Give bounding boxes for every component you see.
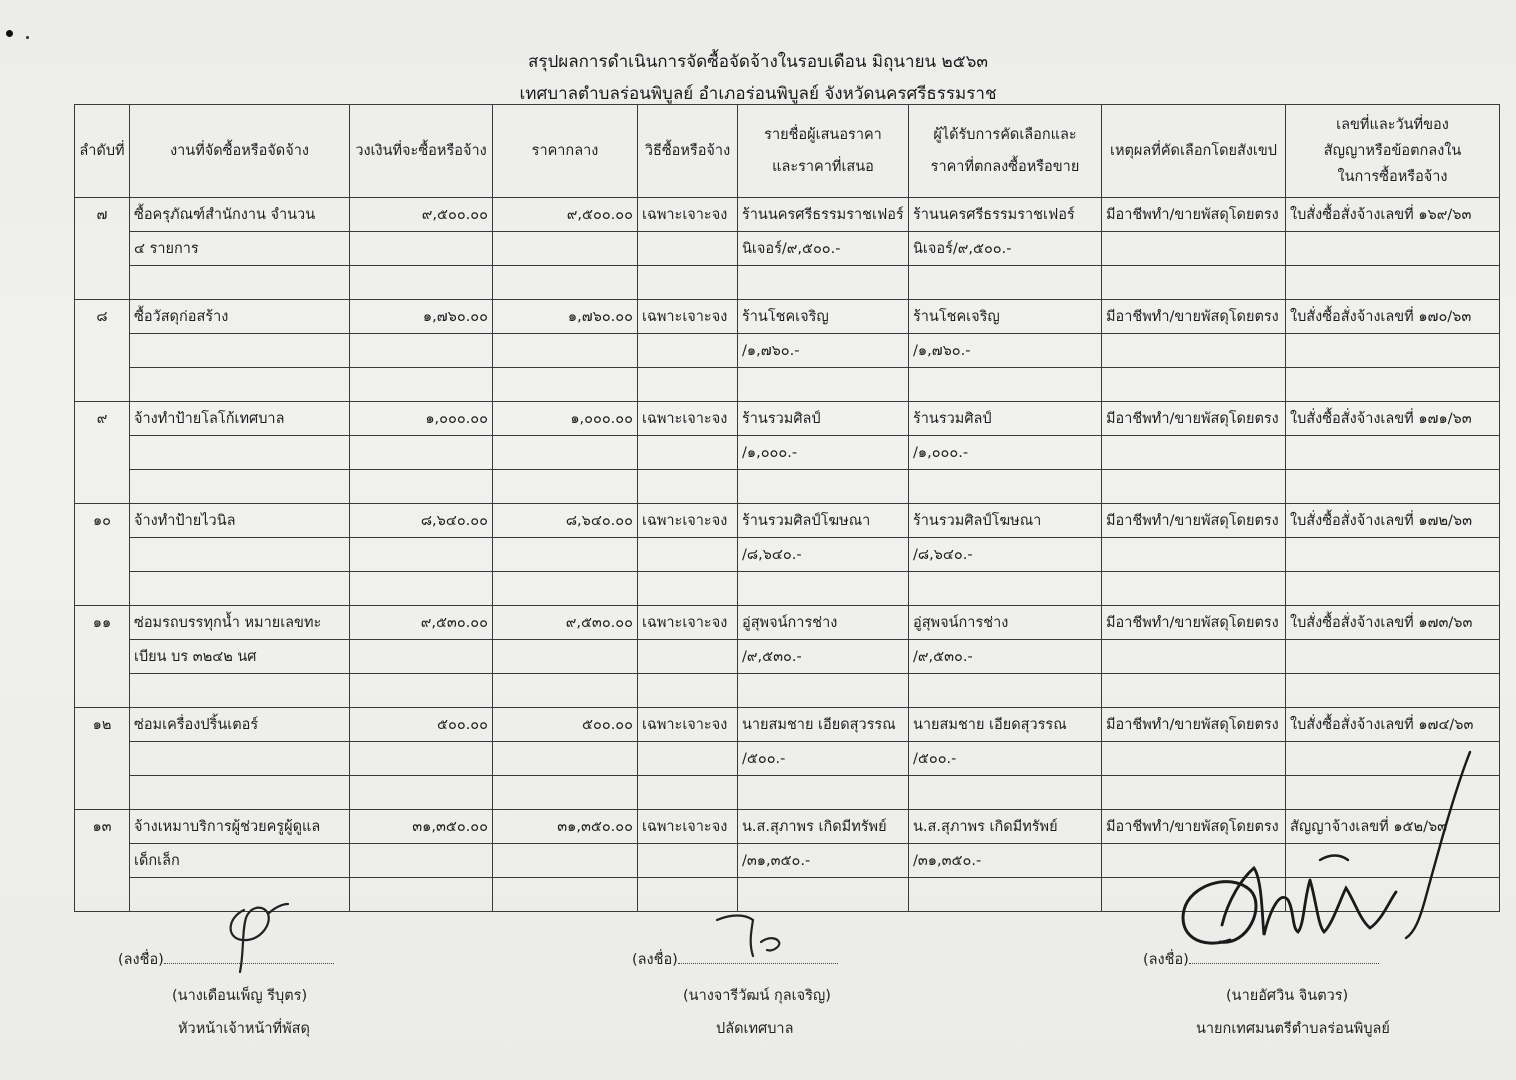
cell-method: เฉพาะเจาะจง bbox=[638, 504, 738, 538]
cell-bidder: นายสมชาย เอียดสุวรรณ bbox=[738, 708, 909, 742]
cell-no bbox=[75, 674, 130, 708]
cell-bidder: /๕๐๐.- bbox=[738, 742, 909, 776]
table-row bbox=[75, 300, 1500, 334]
cell-bidder: ร้านนครศรีธรรมราชเฟอร์ bbox=[738, 198, 909, 232]
cell-reason bbox=[1102, 538, 1286, 572]
cell-winner: ร้านโชคเจริญ bbox=[909, 300, 1102, 334]
cell-budget bbox=[350, 232, 493, 266]
cell-budget: ๙,๕๓๐.๐๐ bbox=[350, 606, 493, 640]
cell-no bbox=[75, 334, 130, 368]
signature-line-2: (ลงชื่อ) bbox=[632, 948, 838, 971]
cell-item: จ้างทำป้ายไวนิล bbox=[130, 504, 350, 538]
cell-bidder bbox=[738, 470, 909, 504]
cell-item bbox=[130, 742, 350, 776]
cell-budget bbox=[350, 878, 493, 912]
cell-no bbox=[75, 878, 130, 912]
cell-median bbox=[493, 334, 638, 368]
signer-name-1: (นางเดือนเพ็ญ รีบุตร) bbox=[172, 988, 308, 1004]
cell-method bbox=[638, 674, 738, 708]
cell-item: เบียน บร ๓๒๔๒ นศ bbox=[130, 640, 350, 674]
cell-item: จ้างเหมาบริการผู้ช่วยครูผู้ดูแล bbox=[130, 810, 350, 844]
table-subrow bbox=[75, 470, 1500, 504]
cell-reason: มีอาชีพทำ/ขายพัสดุโดยตรง bbox=[1102, 198, 1286, 232]
cell-median: ๓๑,๓๕๐.๐๐ bbox=[493, 810, 638, 844]
cell-bidder: /๓๑,๓๕๐.- bbox=[738, 844, 909, 878]
cell-item bbox=[130, 572, 350, 606]
cell-no bbox=[75, 266, 130, 300]
cell-method: เฉพาะเจาะจง bbox=[638, 300, 738, 334]
table-subrow bbox=[75, 640, 1500, 674]
cell-contract bbox=[1286, 572, 1500, 606]
cell-item bbox=[130, 470, 350, 504]
cell-no: ๗ bbox=[75, 198, 130, 232]
signer-position-3: นายกเทศมนตรีตำบลร่อนพิบูลย์ bbox=[1196, 1021, 1390, 1037]
cell-method bbox=[638, 266, 738, 300]
cell-reason: มีอาชีพทำ/ขายพัสดุโดยตรง bbox=[1102, 300, 1286, 334]
table-row bbox=[75, 606, 1500, 640]
handwritten-signature-2 bbox=[715, 912, 785, 960]
signer-position-2: ปลัดเทศบาล bbox=[716, 1021, 794, 1037]
cell-median bbox=[493, 674, 638, 708]
table-subrow bbox=[75, 538, 1500, 572]
table-subrow bbox=[75, 266, 1500, 300]
cell-reason: มีอาชีพทำ/ขายพัสดุโดยตรง bbox=[1102, 402, 1286, 436]
cell-bidder: /๘,๖๔๐.- bbox=[738, 538, 909, 572]
cell-bidder: น.ส.สุภาพร เกิดมีทรัพย์ bbox=[738, 810, 909, 844]
cell-no bbox=[75, 640, 130, 674]
cell-contract bbox=[1286, 368, 1500, 402]
cell-winner: ร้านนครศรีธรรมราชเฟอร์ bbox=[909, 198, 1102, 232]
cell-no bbox=[75, 776, 130, 810]
cell-no bbox=[75, 368, 130, 402]
cell-no: ๑๐ bbox=[75, 504, 130, 538]
signature-line-1: (ลงชื่อ) bbox=[118, 948, 334, 971]
cell-reason bbox=[1102, 640, 1286, 674]
cell-winner: /๕๐๐.- bbox=[909, 742, 1102, 776]
header-bidders: รายชื่อผู้เสนอราคา และราคาที่เสนอ bbox=[738, 105, 909, 198]
header-item: งานที่จัดซื้อหรือจัดจ้าง bbox=[130, 105, 350, 198]
cell-reason bbox=[1102, 334, 1286, 368]
cell-reason bbox=[1102, 470, 1286, 504]
cell-item: ซื้อครุภัณฑ์สำนักงาน จำนวน bbox=[130, 198, 350, 232]
cell-winner: /๓๑,๓๕๐.- bbox=[909, 844, 1102, 878]
cell-winner: น.ส.สุภาพร เกิดมีทรัพย์ bbox=[909, 810, 1102, 844]
table-row bbox=[75, 198, 1500, 232]
cell-reason: มีอาชีพทำ/ขายพัสดุโดยตรง bbox=[1102, 810, 1286, 844]
cell-budget bbox=[350, 640, 493, 674]
header-contract: เลขที่และวันที่ของ สัญญาหรือข้อตกลงใน ในการซื้อหรือจ้าง bbox=[1286, 105, 1500, 198]
header-winner: ผู้ได้รับการคัดเลือกและ ราคาที่ตกลงซื้อหรือขาย bbox=[909, 105, 1102, 198]
cell-budget bbox=[350, 470, 493, 504]
cell-bidder bbox=[738, 878, 909, 912]
header-method: วิธีซื้อหรือจ้าง bbox=[638, 105, 738, 198]
signer-name-2: (นางจารีวัฒน์ กุลเจริญ) bbox=[683, 988, 831, 1004]
cell-reason bbox=[1102, 572, 1286, 606]
cell-bidder: ร้านรวมศิลป์ bbox=[738, 402, 909, 436]
cell-contract bbox=[1286, 334, 1500, 368]
table-subrow bbox=[75, 436, 1500, 470]
cell-budget bbox=[350, 742, 493, 776]
cell-contract bbox=[1286, 266, 1500, 300]
cell-median bbox=[493, 436, 638, 470]
cell-winner: /๑,๐๐๐.- bbox=[909, 436, 1102, 470]
cell-reason: มีอาชีพทำ/ขายพัสดุโดยตรง bbox=[1102, 504, 1286, 538]
cell-winner bbox=[909, 776, 1102, 810]
cell-method bbox=[638, 572, 738, 606]
cell-method bbox=[638, 232, 738, 266]
cell-bidder bbox=[738, 674, 909, 708]
cell-reason bbox=[1102, 266, 1286, 300]
cell-no bbox=[75, 572, 130, 606]
cell-method: เฉพาะเจาะจง bbox=[638, 198, 738, 232]
cell-bidder bbox=[738, 776, 909, 810]
cell-contract: ใบสั่งซื้อสั่งจ้างเลขที่ ๑๖๙/๖๓ bbox=[1286, 198, 1500, 232]
cell-winner: /๘,๖๔๐.- bbox=[909, 538, 1102, 572]
cell-contract: ใบสั่งซื้อสั่งจ้างเลขที่ ๑๗๐/๖๓ bbox=[1286, 300, 1500, 334]
cell-method bbox=[638, 334, 738, 368]
cell-bidder bbox=[738, 572, 909, 606]
cell-median: ๘,๖๔๐.๐๐ bbox=[493, 504, 638, 538]
cell-item: ซ่อมเครื่องปริ้นเตอร์ bbox=[130, 708, 350, 742]
cell-item: จ้างทำป้ายโลโก้เทศบาล bbox=[130, 402, 350, 436]
cell-bidder: ร้านโชคเจริญ bbox=[738, 300, 909, 334]
handwritten-signature-3 bbox=[1170, 750, 1490, 965]
cell-median bbox=[493, 640, 638, 674]
cell-winner: ร้านรวมศิลป์โฆษณา bbox=[909, 504, 1102, 538]
handwritten-signature-1 bbox=[222, 900, 292, 975]
cell-budget: ๑,๐๐๐.๐๐ bbox=[350, 402, 493, 436]
cell-bidder: /๑,๗๖๐.- bbox=[738, 334, 909, 368]
cell-method bbox=[638, 776, 738, 810]
cell-winner: ร้านรวมศิลป์ bbox=[909, 402, 1102, 436]
cell-item: ซื้อวัสดุก่อสร้าง bbox=[130, 300, 350, 334]
cell-median: ๙,๕๐๐.๐๐ bbox=[493, 198, 638, 232]
document-subtitle: เทศบาลตำบลร่อนพิบูลย์ อำเภอร่อนพิบูลย์ จังหวัดนครศรีธรรมราช bbox=[519, 84, 997, 104]
cell-winner bbox=[909, 674, 1102, 708]
cell-bidder bbox=[738, 368, 909, 402]
cell-item bbox=[130, 266, 350, 300]
table-subrow bbox=[75, 674, 1500, 708]
signature-line-3: (ลงชื่อ) bbox=[1143, 948, 1379, 971]
table-header bbox=[75, 105, 1500, 198]
cell-no bbox=[75, 470, 130, 504]
cell-item bbox=[130, 538, 350, 572]
cell-winner bbox=[909, 266, 1102, 300]
cell-median bbox=[493, 776, 638, 810]
cell-reason bbox=[1102, 232, 1286, 266]
cell-no bbox=[75, 742, 130, 776]
cell-budget: ๑,๗๖๐.๐๐ bbox=[350, 300, 493, 334]
cell-budget bbox=[350, 776, 493, 810]
cell-method: เฉพาะเจาะจง bbox=[638, 708, 738, 742]
signer-name-3: (นายอัศวิน จินตวร) bbox=[1226, 988, 1349, 1004]
cell-median bbox=[493, 844, 638, 878]
cell-method: เฉพาะเจาะจง bbox=[638, 402, 738, 436]
header-median-price: ราคากลาง bbox=[493, 105, 638, 198]
cell-contract: ใบสั่งซื้อสั่งจ้างเลขที่ ๑๗๓/๖๓ bbox=[1286, 606, 1500, 640]
cell-no: ๑๑ bbox=[75, 606, 130, 640]
cell-budget bbox=[350, 674, 493, 708]
cell-winner: นิเจอร์/๙,๕๐๐.- bbox=[909, 232, 1102, 266]
cell-method bbox=[638, 368, 738, 402]
cell-budget bbox=[350, 334, 493, 368]
cell-median: ๕๐๐.๐๐ bbox=[493, 708, 638, 742]
table-row bbox=[75, 402, 1500, 436]
header-no: ลำดับที่ bbox=[75, 105, 130, 198]
cell-contract: ใบสั่งซื้อสั่งจ้างเลขที่ ๑๗๒/๖๓ bbox=[1286, 504, 1500, 538]
cell-median: ๙,๕๓๐.๐๐ bbox=[493, 606, 638, 640]
cell-method bbox=[638, 640, 738, 674]
cell-median: ๑,๐๐๐.๐๐ bbox=[493, 402, 638, 436]
cell-budget bbox=[350, 368, 493, 402]
cell-budget: ๙,๕๐๐.๐๐ bbox=[350, 198, 493, 232]
cell-method bbox=[638, 742, 738, 776]
table-subrow bbox=[75, 572, 1500, 606]
cell-item: ๔ รายการ bbox=[130, 232, 350, 266]
cell-method bbox=[638, 844, 738, 878]
cell-median bbox=[493, 878, 638, 912]
cell-budget: ๓๑,๓๕๐.๐๐ bbox=[350, 810, 493, 844]
cell-bidder: ร้านรวมศิลป์โฆษณา bbox=[738, 504, 909, 538]
cell-item bbox=[130, 674, 350, 708]
cell-method bbox=[638, 878, 738, 912]
cell-contract bbox=[1286, 470, 1500, 504]
cell-budget bbox=[350, 436, 493, 470]
cell-budget: ๘,๖๔๐.๐๐ bbox=[350, 504, 493, 538]
cell-bidder bbox=[738, 266, 909, 300]
cell-no: ๘ bbox=[75, 300, 130, 334]
cell-winner: อู่สุพจน์การช่าง bbox=[909, 606, 1102, 640]
cell-contract bbox=[1286, 640, 1500, 674]
cell-method: เฉพาะเจาะจง bbox=[638, 810, 738, 844]
cell-item bbox=[130, 368, 350, 402]
header-budget: วงเงินที่จะซื้อหรือจ้าง bbox=[350, 105, 493, 198]
cell-median bbox=[493, 572, 638, 606]
document-title: สรุปผลการดำเนินการจัดซื้อจัดจ้างในรอบเดือน มิถุนายน ๒๕๖๓ bbox=[527, 52, 989, 72]
cell-method bbox=[638, 436, 738, 470]
cell-median: ๑,๗๖๐.๐๐ bbox=[493, 300, 638, 334]
cell-contract: ใบสั่งซื้อสั่งจ้างเลขที่ ๑๗๔/๖๓ bbox=[1286, 708, 1500, 742]
cell-bidder: อู่สุพจน์การช่าง bbox=[738, 606, 909, 640]
table-subrow bbox=[75, 232, 1500, 266]
cell-reason: มีอาชีพทำ/ขายพัสดุโดยตรง bbox=[1102, 708, 1286, 742]
cell-no: ๙ bbox=[75, 402, 130, 436]
cell-reason bbox=[1102, 368, 1286, 402]
cell-bidder: /๙,๕๓๐.- bbox=[738, 640, 909, 674]
cell-winner: นายสมชาย เอียดสุวรรณ bbox=[909, 708, 1102, 742]
cell-bidder: /๑,๐๐๐.- bbox=[738, 436, 909, 470]
ink-mark bbox=[26, 36, 29, 39]
cell-item bbox=[130, 436, 350, 470]
cell-contract bbox=[1286, 538, 1500, 572]
cell-median bbox=[493, 470, 638, 504]
cell-method bbox=[638, 470, 738, 504]
cell-median bbox=[493, 368, 638, 402]
cell-winner: /๙,๕๓๐.- bbox=[909, 640, 1102, 674]
cell-item: เด็กเล็ก bbox=[130, 844, 350, 878]
signer-position-1: หัวหน้าเจ้าหน้าที่พัสดุ bbox=[178, 1021, 310, 1037]
cell-reason bbox=[1102, 436, 1286, 470]
cell-contract bbox=[1286, 436, 1500, 470]
table-row bbox=[75, 708, 1500, 742]
cell-no bbox=[75, 232, 130, 266]
cell-winner bbox=[909, 878, 1102, 912]
table-subrow bbox=[75, 334, 1500, 368]
ink-mark bbox=[5, 29, 14, 38]
cell-budget bbox=[350, 266, 493, 300]
cell-budget bbox=[350, 844, 493, 878]
cell-contract bbox=[1286, 674, 1500, 708]
cell-winner bbox=[909, 368, 1102, 402]
cell-item: ซ่อมรถบรรทุกน้ำ หมายเลขทะ bbox=[130, 606, 350, 640]
cell-method bbox=[638, 538, 738, 572]
cell-contract bbox=[1286, 232, 1500, 266]
cell-budget: ๕๐๐.๐๐ bbox=[350, 708, 493, 742]
cell-item bbox=[130, 334, 350, 368]
cell-contract: ใบสั่งซื้อสั่งจ้างเลขที่ ๑๗๑/๖๓ bbox=[1286, 402, 1500, 436]
cell-no bbox=[75, 436, 130, 470]
cell-no bbox=[75, 538, 130, 572]
table-subrow bbox=[75, 368, 1500, 402]
cell-bidder: นิเจอร์/๙,๕๐๐.- bbox=[738, 232, 909, 266]
cell-no: ๑๒ bbox=[75, 708, 130, 742]
cell-no bbox=[75, 844, 130, 878]
cell-reason: มีอาชีพทำ/ขายพัสดุโดยตรง bbox=[1102, 606, 1286, 640]
cell-median bbox=[493, 266, 638, 300]
cell-budget bbox=[350, 538, 493, 572]
cell-budget bbox=[350, 572, 493, 606]
cell-item bbox=[130, 776, 350, 810]
cell-median bbox=[493, 742, 638, 776]
cell-winner bbox=[909, 470, 1102, 504]
table-row bbox=[75, 504, 1500, 538]
header-reason: เหตุผลที่คัดเลือกโดยสังเขป bbox=[1102, 105, 1286, 198]
cell-reason bbox=[1102, 674, 1286, 708]
cell-winner bbox=[909, 572, 1102, 606]
cell-winner: /๑,๗๖๐.- bbox=[909, 334, 1102, 368]
cell-no: ๑๓ bbox=[75, 810, 130, 844]
cell-contract: สัญญาจ้างเลขที่ ๑๕๒/๖๓ bbox=[1286, 810, 1500, 844]
cell-median bbox=[493, 538, 638, 572]
cell-method: เฉพาะเจาะจง bbox=[638, 606, 738, 640]
cell-median bbox=[493, 232, 638, 266]
